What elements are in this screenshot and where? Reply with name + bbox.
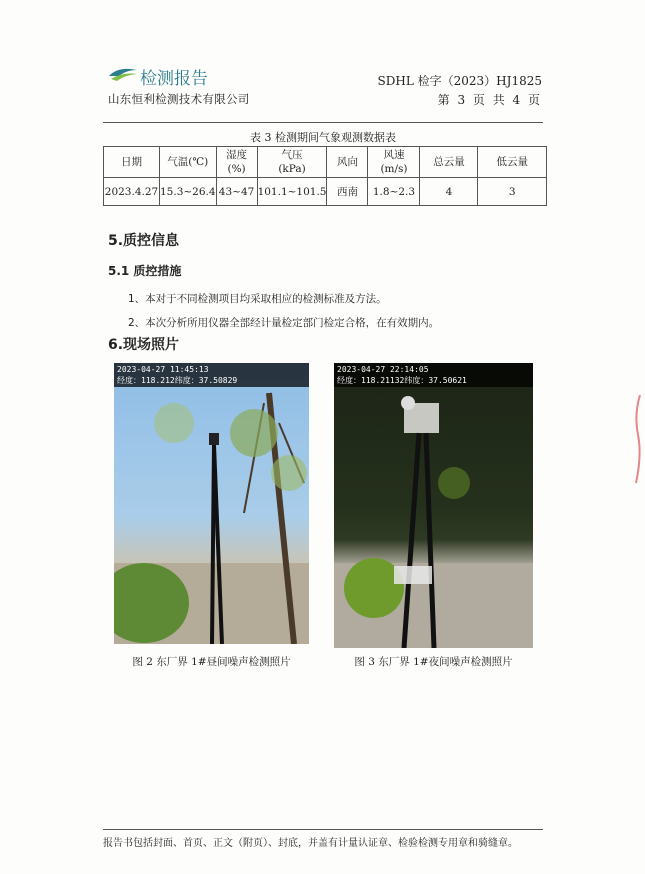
weather-data-table — [103, 146, 547, 206]
section-6-title: 6.现场照片 — [108, 337, 180, 353]
col-header-temp: 气温(℃) — [160, 147, 217, 178]
table-caption: 表 3 检测期间气象观测数据表 — [250, 131, 396, 144]
qc-paragraph-2: 2、本次分析所用仪器全部经计量检定部门检定合格，在有效期内。 — [128, 317, 440, 329]
footer-note: 报告书包括封面、首页、正文（附页）、封底，并盖有计量认证章、检验检测专用章和骑缝章。 — [103, 838, 518, 849]
photo-caption-night: 图 3 东厂界 1#夜间噪声检测照片 — [354, 656, 513, 668]
cell-pressure: 101.1~101.5 — [257, 178, 327, 206]
cell-humidity: 43~47 — [216, 178, 257, 206]
report-title: 检测报告 — [140, 69, 208, 89]
col-header-pressure: 气压 (kPa) — [257, 147, 327, 178]
cell-wind-direction: 西南 — [327, 178, 368, 206]
day-noise-photo — [114, 363, 309, 644]
page-number: 第 3 页 共 4 页 — [437, 93, 542, 107]
qc-paragraph-1: 1、本对于不同检测项目均采取相应的检测标准及方法。 — [128, 293, 387, 305]
section-5-title: 5.质控信息 — [108, 233, 180, 249]
table-row — [104, 178, 547, 206]
cell-low-cloud: 3 — [478, 178, 547, 206]
cell-wind-speed: 1.8~2.3 — [368, 178, 420, 206]
col-header-wind-speed: 风速 (m/s) — [368, 147, 420, 178]
cell-date: 2023.4.27 — [104, 178, 160, 206]
col-header-total-cloud: 总云量 — [420, 147, 478, 178]
cell-temp: 15.3~26.4 — [160, 178, 217, 206]
header-divider — [103, 122, 543, 123]
section-5-1-title: 5.1 质控措施 — [108, 264, 182, 278]
col-header-date: 日期 — [104, 147, 160, 178]
seal-edge-icon — [632, 395, 642, 485]
company-logo-icon — [108, 64, 138, 82]
col-header-low-cloud: 低云量 — [478, 147, 547, 178]
night-noise-photo — [334, 363, 533, 648]
col-header-humidity: 湿度 (%) — [216, 147, 257, 178]
day-scene-illustration — [114, 363, 309, 644]
footer-divider — [103, 829, 543, 830]
table-header-row — [104, 147, 547, 178]
company-name: 山东恒利检测技术有限公司 — [108, 92, 250, 106]
document-code: SDHL 检字（2023）HJ1825 — [377, 74, 542, 88]
night-scene-illustration — [334, 363, 533, 648]
photo-timestamp: 2023-04-27 11:45:13 经度：118.212纬度：37.50829 — [114, 363, 309, 387]
cell-total-cloud: 4 — [420, 178, 478, 206]
photo-caption-day: 图 2 东厂界 1#昼间噪声检测照片 — [132, 656, 291, 668]
col-header-wind-direction: 风向 — [327, 147, 368, 178]
photo-timestamp: 2023-04-27 22:14:05 经度：118.21132纬度：37.50621 — [334, 363, 533, 387]
